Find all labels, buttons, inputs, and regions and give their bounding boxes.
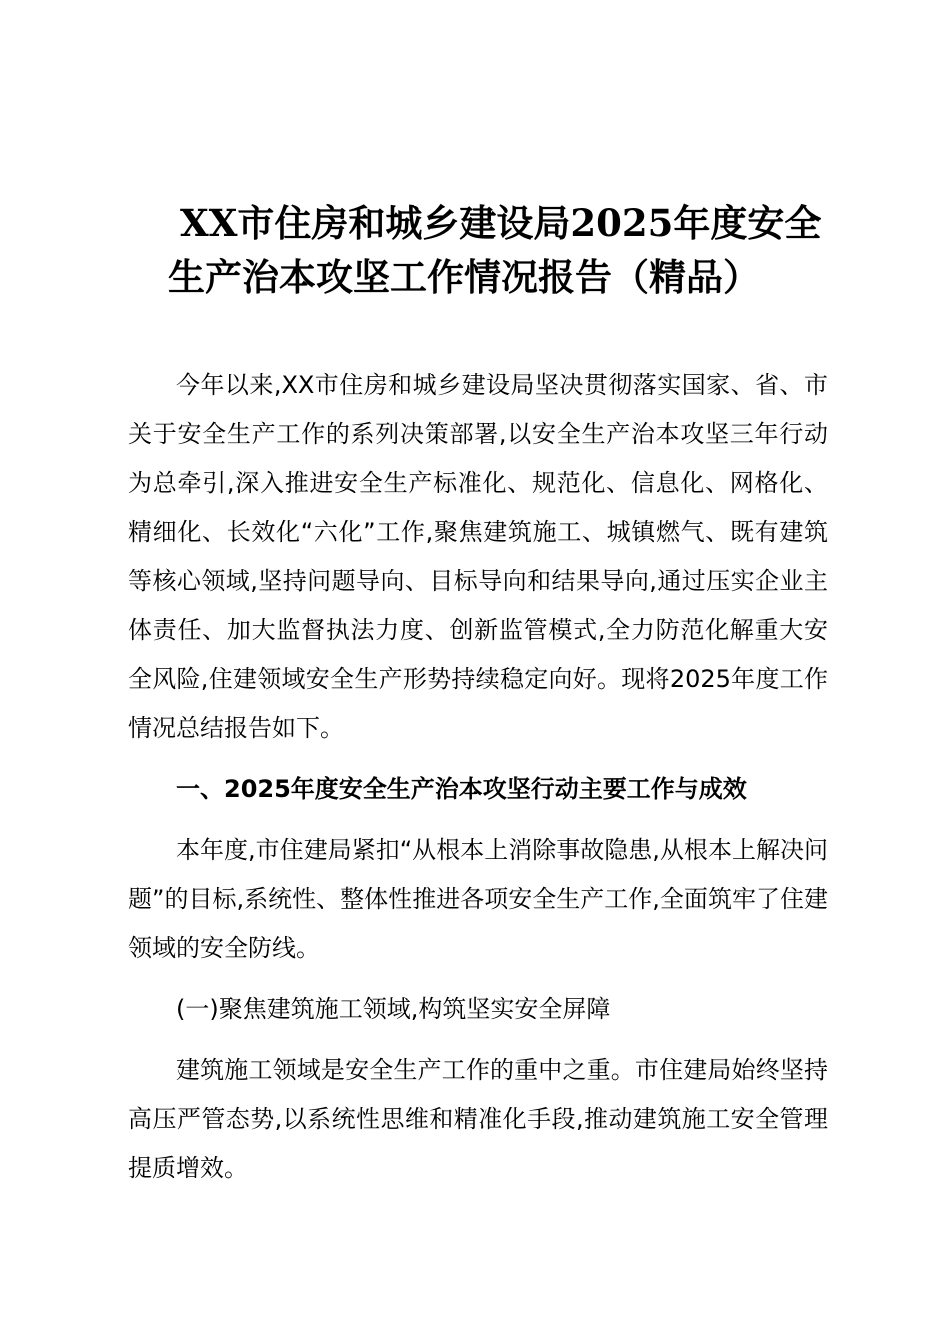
subsection-paragraph: 建筑施工领域是安全生产工作的重中之重。市住建局始终坚持高压严管态势,以系统性思维和精准化手段,推动建筑施工安全管理提质增效。 [128, 1056, 828, 1182]
section-paragraph: 本年度,市住建局紧扣“从根本上消除事故隐患,从根本上解决问题”的目标,系统性、整体性推进各项安全生产工作,全面筑牢了住建领域的安全防线。 [128, 836, 828, 962]
title-line-2: 生产治本攻坚工作情况报告（精品） [168, 255, 760, 299]
subsection-heading: (一)聚焦建筑施工领域,构筑坚实安全屏障 [176, 995, 611, 1023]
intro-paragraph: 今年以来,XX市住房和城乡建设局坚决贯彻落实国家、省、市关于安全生产工作的系列决策部署,以安全生产治本攻坚三年行动为总牵引,深入推进安全生产标准化、规范化、信息化、网格化、精细化、长效化“六化”工作,聚焦建筑施工、城镇燃气、既有建筑等核心领域,坚持问题导向、目标导向和结果导向,通过压实企业主体责任、加大监督执法力度、创新监管模式,全力防范化解重大安全风险,住建领域安全生产形势持续稳定向好。现将2025年度工作情况总结报告如下。 [128, 371, 828, 742]
title-line-1: XX市住房和城乡建设局2025年度安全 [180, 201, 822, 245]
document-title [150, 196, 850, 304]
document-body [128, 361, 828, 1193]
section-heading: 一、2025年度安全生产治本攻坚行动主要工作与成效 [176, 775, 747, 803]
